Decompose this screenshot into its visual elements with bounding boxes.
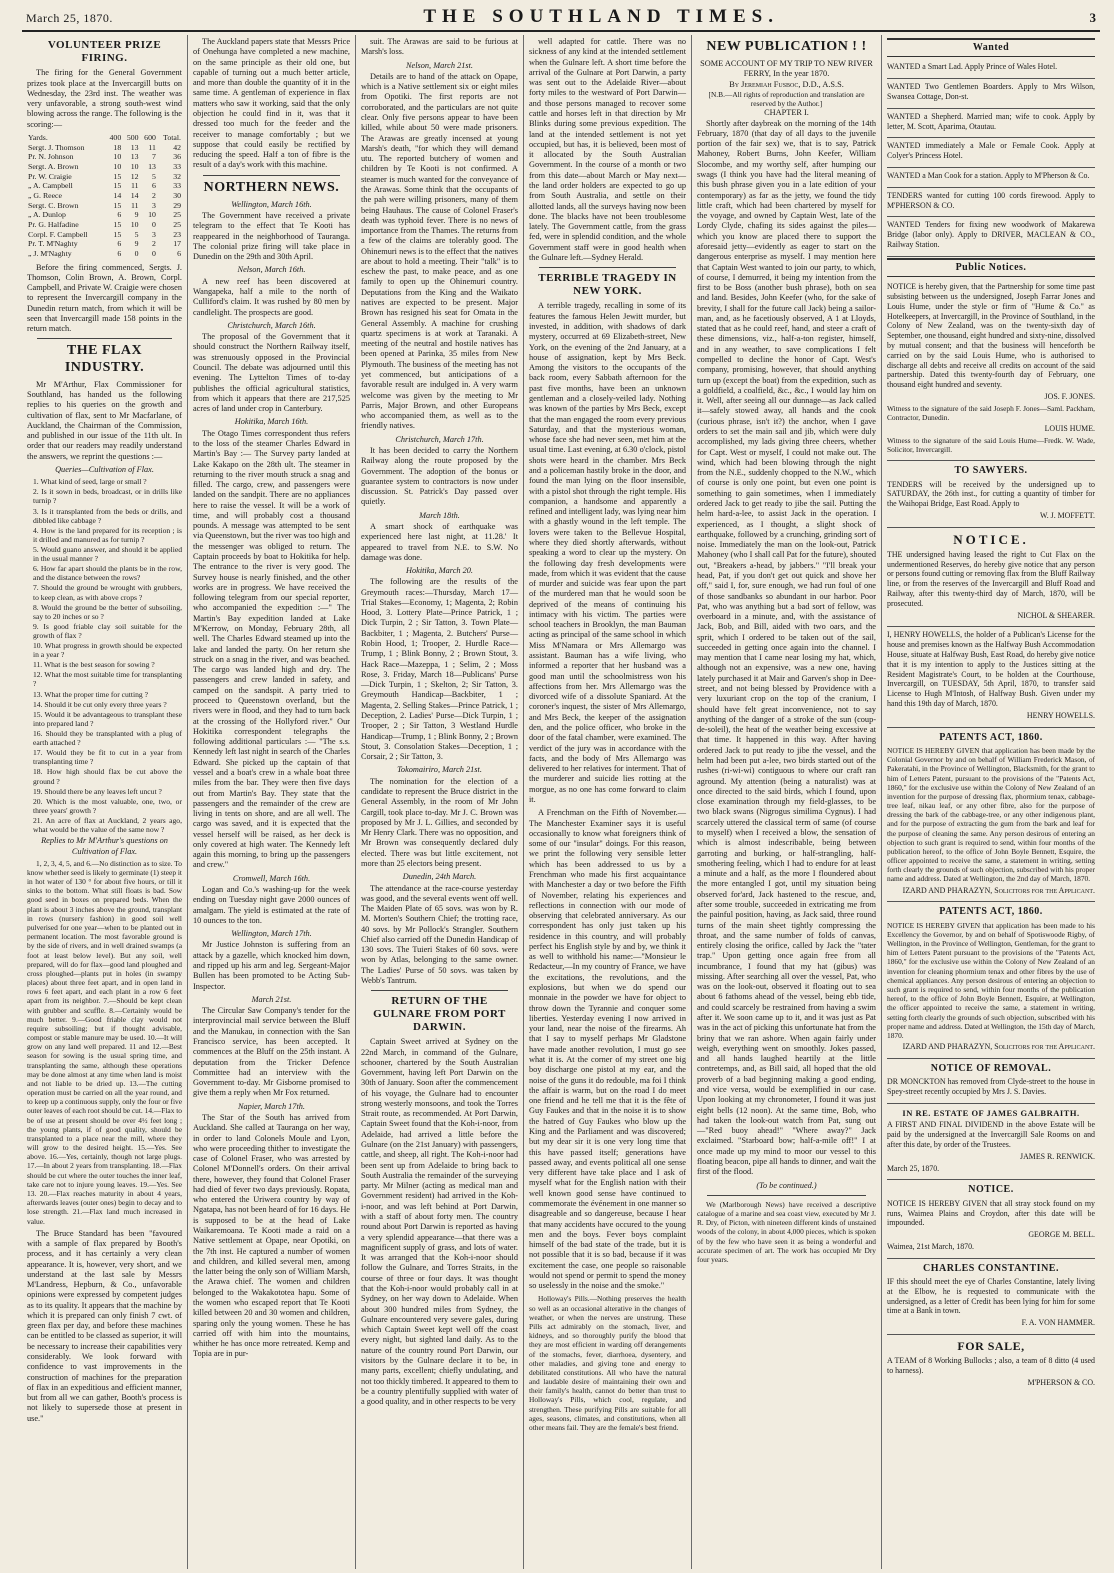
query-item: 19. Should there be any leaves left uncut ? bbox=[33, 786, 162, 796]
publication-heading: NEW PUBLICATION ! ! bbox=[706, 39, 867, 54]
divider bbox=[203, 175, 340, 176]
query-item: 2. Is it sown in beds, broadcast, or in drills like turnip ? bbox=[33, 487, 182, 506]
partnership-signature-2: LOUIS HUME. bbox=[1044, 424, 1095, 434]
divider bbox=[707, 1195, 866, 1196]
score-cell: 13 bbox=[130, 152, 139, 162]
score-header-cell: Yards. bbox=[28, 132, 48, 142]
stray-stock-text: NOTICE IS HEREBY GIVEN that all stray stock found on my runs, Waimea Plains and Croydon, after this date will be impounded. bbox=[887, 1198, 1095, 1228]
score-cell: 6 bbox=[117, 239, 122, 249]
chapter-heading: CHAPTER I. bbox=[764, 108, 809, 118]
score-row bbox=[27, 172, 182, 182]
queries-heading: Queries—Cultivation of Flax. bbox=[55, 464, 154, 474]
stray-stock-date: Waimea, 21st March, 1870. bbox=[887, 1241, 975, 1251]
flax-heading: THE FLAX INDUSTRY. bbox=[64, 343, 145, 375]
query-item: 15. Would it be advantageous to transplant these into prepared land ? bbox=[33, 709, 182, 728]
patents-notice-1 bbox=[887, 728, 1095, 903]
score-row bbox=[27, 152, 182, 162]
bruce-standard-text: The Bruce Standard has been "favoured with a sample of flax prepared by Booth's process, and it has certainly a very clean appearance. It is, however, very short, and we understand at the last sale by Messrs M'Landress, Hepburn, & Co., unfavorable opinions were expressed by competent judges as to its quality. It appears that the machine by which it is prepared can only finish 7 cwt. of green flax per day, and before these machines can be entitled to be classed as superior, it will be necessary to increase their capabilities very considerably. We look forward with confidence to vast improvements in the construction of machines for the preparation of flax in an expeditious and efficient manner, but from all we can gather, Booth's process is not likely to supersede those at present in use." bbox=[27, 1228, 182, 1423]
score-header-cell: Total. bbox=[163, 132, 181, 142]
score-cell: 6 bbox=[117, 248, 122, 258]
score-cell: 3 bbox=[151, 200, 156, 210]
wanted-heading: Wanted bbox=[887, 38, 1095, 57]
flax-notice-text: THE undersigned having leased the right to Cut Flax on the undermentioned Reserves, do hereby give notice that any person or persons found cutting or removing flax from the Bluff Railway line, or from the reserves of the Invercargill and Bluff Road and Railway, after this twenty-third day of March, 1870, will be prosecuted. bbox=[887, 549, 1095, 608]
query-item: 20. Which is the most valuable, one, two, or three years' growth ? bbox=[33, 796, 182, 815]
news-dateline: Nelson, March 21st. bbox=[406, 60, 473, 70]
score-cell: 11 bbox=[131, 181, 139, 191]
score-cell: 15 bbox=[113, 181, 122, 191]
tragedy-heading: TERRIBLE TRAGEDY IN NEW YORK. bbox=[538, 272, 677, 297]
score-row bbox=[27, 230, 182, 240]
score-cell: „ A. Dunlop bbox=[28, 210, 66, 220]
masthead bbox=[22, 6, 1100, 32]
score-cell: 10 bbox=[113, 152, 122, 162]
news-item-text: Mr Justice Johnston is suffering from an attack by a gazelle, which knocked him down, and ripped up his arm and leg. Sergeant-Major Bullen has been promoted to be Acting Sub-Inspector. bbox=[193, 940, 350, 991]
score-cell: 11 bbox=[131, 200, 139, 210]
news-dateline: March 18th. bbox=[419, 510, 460, 520]
wanted-ad-text: WANTED a Smart Lad. Apply Prince of Wales Hotel. bbox=[887, 62, 1058, 72]
news-dateline: Napier, March 17th. bbox=[238, 1101, 305, 1111]
score-cell: 11 bbox=[148, 142, 156, 152]
news-dateline: Dunedin, 24th March. bbox=[402, 872, 477, 882]
flax-intro: Mr M'Arthur, Flax Commissioner for Southland, has handed us the following replies to his queries on the growth and cultivation of flax, sent to Mr Macfarlane, of Auckland, the Chairman of the Commission, and published in our issue of the 11th ult. In order that our readers may readily understand the answers, we reprint the questions :— bbox=[27, 379, 182, 461]
column-5 bbox=[692, 35, 882, 1569]
score-cell: 30 bbox=[173, 190, 181, 200]
publication-subtitle: SOME ACCOUNT OF MY TRIP TO NEW RIVER FERRY, In the year 1870. bbox=[700, 59, 873, 79]
score-cell: 15 bbox=[113, 219, 122, 229]
sawyers-ad bbox=[887, 461, 1095, 528]
query-item: 13. What the proper time for cutting ? bbox=[33, 689, 148, 699]
score-header-cell: 400 bbox=[109, 132, 122, 142]
to-be-continued: (To be continued.) bbox=[756, 1180, 817, 1190]
score-cell: 2 bbox=[151, 190, 156, 200]
query-item: 4. How is the land prepared for its reception ; is it drilled and manured as for turnip ? bbox=[33, 525, 182, 544]
score-cell: Sergt. J. Thomson bbox=[28, 142, 85, 152]
score-row bbox=[27, 162, 182, 172]
query-item: 14. Should it be cut only every three years ? bbox=[33, 699, 167, 709]
score-cell: 23 bbox=[173, 229, 181, 239]
news-item-text: suit. The Arawas are said to be furious at Marsh's loss. bbox=[361, 37, 518, 57]
wanted-ad bbox=[887, 109, 1095, 139]
removal-text: DR MONCKTON has removed from Clyde-street to the house in Spey-street recently occupied by Mrs J. S. Davies. bbox=[887, 1077, 1095, 1096]
wanted-ad-text: TENDERS wanted for cutting 100 cords firewood. Apply to M'PHERSON & CO. bbox=[887, 190, 1095, 210]
notice-heading-2: NOTICE. bbox=[968, 1184, 1014, 1196]
sawyers-signature: W. J. MOFFETT. bbox=[1039, 510, 1095, 520]
news-item-text: A smart shock of earthquake was experienced here last night, at 11.28.' It appeared to travel from N.E. to S.W. No damage was done. bbox=[361, 521, 518, 562]
issue-date: March 25, 1870. bbox=[26, 11, 113, 25]
partnership-witness-2: Witness to the signature of the said Louis Hume—Fredk. W. Wade, Solicitor, Invercargill. bbox=[887, 435, 1095, 455]
news-dateline: Hokitika, March 16th. bbox=[234, 417, 309, 427]
score-cell: 17 bbox=[173, 239, 181, 249]
score-cell: 6 bbox=[151, 181, 156, 191]
news-item-text: The following are the results of the Greymouth races:—Thursday, March 17—Trial Stakes—Economy, 1; Magenta, 2; Robin Hood, 3. Lottery Plate—Prince Patrick, 1 ; Dick Turpin, 2 ; Sir Tatton, 3. Town Plate—Backbiter, 1 ; Magenta, 2. Butchers' Purse—Robin Hood, 1; Trooper, 2. Hurdle Race—Trump, 1 ; Blink Bonny, 2 ; Brown Stout, 3. Hack Race—Mazeppa, 1 ; Selim, 2 ; Moss Rose, 3. Friday, March 18—Publicans' Purse—Dick Turpin, 1 ; Skelton, 2; Sir Tatton, 3. Greymouth Handicap—Backbiter, 1 ; Magenta, 2. Selling Stakes—Prince Patrick, 1 ; Deception, 2. Ladies' Purse—Dick Turpin, 1 ; Trooper, 2 ; Sir Tatton, 3 Westland Hurdle Handicap—Trump, 1 ; Blink Bonny, 2 ; Brown Stout, 3. Consolation Stakes—Deception, 1 ; Corsair, 2 ; Sir Tatton, 3. bbox=[361, 577, 518, 762]
score-cell: 15 bbox=[113, 200, 122, 210]
score-cell: Pr. W. Craigie bbox=[28, 171, 72, 181]
score-cell: „ A. Campbell bbox=[28, 181, 73, 191]
score-cell: 10 bbox=[130, 161, 139, 171]
score-cell: 18 bbox=[113, 142, 122, 152]
score-row bbox=[27, 201, 182, 211]
score-cell: 0 bbox=[151, 219, 156, 229]
news-item-text: It has been decided to carry the Northern Railway along the route proposed by the Government. The adoption of the bonus or guarantee system to contractors is now under discussion. St. Patrick's Day passed over quietly. bbox=[361, 445, 518, 507]
galbraith-text: A FIRST AND FINAL DIVIDEND in the above Estate will be paid by the undersigned at the Invercargill Sale Rooms on and after this date, by order of the Trustees. bbox=[887, 1120, 1095, 1149]
score-cell: 0 bbox=[151, 248, 156, 258]
score-cell: Pr. N. Johnson bbox=[28, 152, 74, 162]
howells-notice bbox=[887, 627, 1095, 727]
score-cell: 29 bbox=[173, 200, 181, 210]
publication-body: Shortly after daybreak on the morning of the 14th February, 1870 (that day of all days to the juvenile portion of the fair sex) we, that is to say, Patrick Mahoney, Robert Burns, John Keefer, William Slocombe, and my worthy self, after humping our swags (I think you have had the literal meaning of this bush phrase given you in a late edition of your contemporary) as far as the jetty, we found the tidy little craft, which had been chartered by myself for the voyage, and owned by Captain West, late of the Lordy Clyde, chafing its sides against the piles—which you know are placed there to support the aforesaid jetty—evidently as eager to start on the dangerous enterprise as myself. I may mention here that Captain West wanted to join our party, to which, of course, I demurred, it being my intention from the first to be Boss (another bush phrase), both on sea and land. Besides, John Keefer (who, for the sake of brevity, I shall for the future call Jack) being a sailor-man, and, as he facetiously observed, A 1 at Lloyds, stated that as he could reef, hand, and steer a craft of these dimensions, viz., half-a-ton register, himself, and in any weather, to save complications I felt compelled to decline the honor of Capt. West's company, promising, however, that should anything turn up (except the boat) from the expedition, such as a goldfield, a coalfield, &c., &c., I would lay him on it. Well, after seeing all our dunnage—as Jack called it—safely stowed away, all hands and the cook (curious phrase, isn't it?) the anchor, when I gave orders to set the main sail and jib, which were duly accomplished, my lads giving three cheers, whether for Capt. West or myself, I could not make out. The wind, which had been blowing through the night from the N.E., suddenly chopped to the N.W., which of course is only one point, but even one point is something to gain sometimes, when I immediately ordered Jack to get ready to jibe the sail. Putting the helm hard-a-lee, to assist Jack in the operation. I experienced, as I thought, a slight shock of earthquake, followed by a crunching, grinding sort of noise. Immediately the man on the look-out, Patrick Mahoney (who I shall call Pat for the future), shouted out, "Breakers a-head, by jabbers." "I'll break your head, Pat, if you don't get out quick and shove her off," said I, for, sure enough, we had run foul of one of those sandbanks so abundant in our harbor. Poor Pat, who was anything but a bad sort of fellow, was overboard in a minute, and, with the assistance of Jack, Bob, and Bill, aided with two oars, and the sprit, which I ordered to be taken out of the sail, succeeded in getting once again into the channel. I may mention that I came near losing my hat, which, although not an expensive, was a new one, having lately purchased it at Mair and Garven's shop in Dee-street, and not being blessed by Providence with a very luxuriant crop on the top of the cranium, I should have felt great inconvenience, not to say anything of the danger of a stroke of the sun (coup-de-soleil), the heat of the weather being excessive at that time. It happened in this way. After having ordered Jack to put ready to jibe the vessel, and the helm had been put a-lee, two birds started out of the rushes (ri-wi-wi) contiguous to where our craft ran aground. My attention (being a naturalist) was at once directed to the said birds, which I found, upon close examination through my field-glasses, to be two black swans (Nigrogus similima Cygnus). I had scarcely uttered the classical term of same (of course to myself) when I received a blow, the sensation of which is almost indescribable, being between garroting and burking, or half-strangling, half-smothering feeling, which I had to endure for at least a minute and a half, as the more I floundered about the more entangled I got, until my situation being observed for'ard, Jack hastened to the rescue, and, after some trouble, succeeded in extricating me from the painful position, having, as Jack said, three round turns of the main sheet tightly compressing the throat, and the same number of folds of canvas, entirely closing the orifice, called by Jack the "tater trap." Upon getting once again free from all incumbrance, I found that my hat (gibus) was missing. After searching all over the vessel, Pat, who was on the look-out, observed it floating out to sea about 6 fathoms ahead of the vessel, being ebb tide, and could scarcely be restrained from having a swim after it. We soon came up to it, and it was just as Pat was in the act of picking this unfortunate hat from the briny that we ran ashore. When again fairly under weigh, everything went on smoothly. Jokes passed, and all hands laughed heartily at the little contretemps, and, as Bill said, all hoped that the old proverb of a bad beginning making a good ending, and vice versa, would be exemplified in our case. Upon looking at my chronometer, I found it was just eight bells (12 noon). At the same time, Bob, who had taken the look-out watch from Pat, sung out—"Red buoy ahead!" "Where away?" Jack exclaimed. "Starboard bow; half-a-mile off!" I at once made up my mind to moor our vessel to this floating beacon, pipe all hands to dinner, and wait the first of the flood. bbox=[697, 118, 876, 1177]
score-cell: 3 bbox=[151, 229, 156, 239]
gulnare-text: Captain Sweet arrived at Sydney on the 22nd March, in command of the Gulnare, schooner, chartered by the South Australian Government, having left Port Darwin on the 30th of January. Soon after the commencement of his voyage, the Gulnare had to encounter strong westerly monsoons, and took the Torres Strait route, as recommended. At Port Darwin, Captain Sweet found that the Koh-i-noor, from Adelaide, had arrived a little before the Gulnare (on the 21st January) with passengers, cattle, and sheep, all right. The Koh-i-noor had been sent up from Adelaide to bring back to South Australia the remainder of the surveying party. Mr Milner (acting as medical man and Government resident) had arrived in the Koh-i-noor, and was left behind at Port Darwin, with a staff of about forty men. The country round about Port Darwin is reported as having a very splendid appearance—that there was a magnificent supply of grass, and lots of water. It was arranged that the Koh-i-noor should follow the Gulnare, and Torres Straits, in the course of three or four days. It was thought that the Koh-i-noor would probably call in at Sydney, on her way down to Adelaide. When about 300 hundred miles from Sydney, the Gulnare encountered very severe gales, during which Captain Sweet kept well off the coast every night, but sighted land daily. As to the nature of the country round Port Darwin, our visitors by the Gulnare declare it to be, in many parts, excellent; chiefly undulating, and not too thickly timbered. It appeared to them to be a country plentifully supplied with water of a good quality, and in other respects to be very bbox=[361, 1037, 518, 1407]
column-6-advertisements bbox=[882, 35, 1100, 1569]
query-item: 3. Is it transplanted from the beds or drills, and dibbled like cabbage ? bbox=[33, 506, 182, 525]
score-cell: 36 bbox=[173, 152, 181, 162]
score-cell: 5 bbox=[134, 229, 139, 239]
wanted-ad-text: WANTED immediately a Male or Female Cook. Apply at Colyer's Princess Hotel. bbox=[887, 141, 1095, 161]
news-dateline: March 21st. bbox=[251, 994, 292, 1004]
score-cell: 9 bbox=[134, 239, 139, 249]
score-cell: 12 bbox=[130, 171, 139, 181]
query-item: 9. Is good friable clay soil suitable for the growth of flax ? bbox=[33, 621, 182, 640]
publication-rights: [N.B.—All rights of reproduction and translation are reserved by the Author.] bbox=[708, 89, 865, 109]
northern-news-heading: NORTHERN NEWS. bbox=[203, 179, 340, 195]
replies-text: 1, 2, 3, 4, 5, and 6.—No distinction as to size. To know whether seed is likely to germinate (1) steep it in hot water of 130 ° for about five hours, or till it sinks to the bottom. What still floats is bad. Sow good seed in boxes on prepared beds. When the plant is about 3 inches above the ground, transplant in rows (nursery fashion) in good soil well pulverised for one year—when to be planted out in permanent location. The most favorable ground is by the side of rivers, and in well drained swamps (a foot at least below level). But any soil, well prepared, will do for flax—good land ploughed and cross ploughed—plants put in holes (in swampy places) about three feet apart, and in open land in rows 6 feet apart, and each plant in a row 6 feet apart from its neighbor. 7.—Should be kept clean with grubber and scuffle. 8.—Certainly would be much better. 9.—Good friable clay would not require subsoiling; but if thought advisable, compost or stable manure may be used. 10.—It will grow on any land well prepared. 11 and 12.—Best season for sowing is the usual spring time, and transplanting the same, although these operations may be done almost at any time when land is moist and not liable to be dried up. 13.—The cutting operation must be carried on all the year round, and to keep up a continuous supply, only the four or five outer leaves of each root should be cut. 14.—Flax to be of use at present should be over 4½ feet long ; the young plants, if of good quality, should be transplanted to a place near the mill, where they will grow to the desired height. 15.—Yes. See above. 16.—Yes, certainly, though not large plugs. 17.—In about 2 years from transplanting. 18.—Flax should be cut where the outer touches the inner leaf, take care not to injure young leaves. 19.—Yes. See 13. 20.—Flax reaches maturity in about 4 years, afterwards leaves (outer ones) begin to decay and to lose strength. 21.—Flax land much increased in value. bbox=[27, 858, 182, 1226]
score-cell: 15 bbox=[113, 171, 122, 181]
score-row bbox=[27, 181, 182, 191]
volunteer-after: Before the firing commenced, Sergts. J. Thomson, Colin Brown, A. Brown, Corpl. Campbell, and Private W. Craigie were chosen to represent the Invercargill company in the Dunedin return match, from which it will be seen that Invercargill made 158 points in the return match. bbox=[27, 262, 182, 334]
score-row bbox=[27, 220, 182, 230]
wanted-ad-text: WANTED a Shepherd. Married man; wife to cook. Apply by letter, M. Scott, Aparima, Otautau. bbox=[887, 111, 1095, 131]
constantine-text: IF this should meet the eye of Charles Constantine, lately living at the Elbow, he is requested to communicate with the undersigned, as a letter of Credit has been lying for him for some time at a Bank in town. bbox=[887, 1277, 1095, 1316]
for-sale-heading: FOR SALE, bbox=[957, 1339, 1025, 1354]
wanted-list bbox=[887, 59, 1095, 256]
news-item-text: The nomination for the election of a candidate to represent the Bruce district in the General Assembly, in the room of Mr John Cargill, took place to-day. Mr J. C. Brown was proposed by Mr J. L. Gillies, and seconded by Mr Henry Clark. There was no opposition, and Mr Brown was consequently declared duly elected. There was but little excitement, not more than 25 electors being present. bbox=[361, 776, 518, 868]
score-cell: 6 bbox=[177, 248, 181, 258]
news-item-text: Logan and Co.'s washing-up for the week ending on Tuesday night gave 2000 ounces of amalgam. The yield is estimated at the rate of 10 ounces to the ton. bbox=[193, 885, 350, 925]
flax-notice bbox=[887, 528, 1095, 628]
news-item-text: The Government have received a private telegram to the effect that Te Kooti has reappeared in the neighborhood of Tauranga. The colonial prize firing will take place in Dunedin on the 29th and 30th April. bbox=[193, 211, 350, 262]
score-row bbox=[27, 143, 182, 153]
partnership-notice bbox=[887, 279, 1095, 461]
score-row bbox=[27, 210, 182, 220]
score-cell: Sergt. C. Brown bbox=[28, 200, 79, 210]
score-cell: 10 bbox=[130, 219, 139, 229]
score-cell: 13 bbox=[130, 142, 139, 152]
constantine-notice bbox=[887, 1259, 1095, 1335]
sawyers-heading: TO SAWYERS. bbox=[954, 465, 1028, 477]
score-cell: 2 bbox=[151, 239, 156, 249]
patents-heading-2: PATENTS ACT, 1860. bbox=[939, 906, 1043, 918]
auckland-text: The Auckland papers state that Messrs Price of Onehunga have completed a new machine, on the same principle as their old one, but capable of turning out a much better article, and more than double the quantity of it in the same time. A gentleman of experience in flax matters who saw it working, said that the only objection he could find in it, was that it dressed too much for the feeder and the receiver to manage comfortably ; but we suppose that could easily be rectified by reducing the speed. Half a ton of fibre is the result of a day's work with this machine. bbox=[193, 37, 350, 170]
stray-stock-signature: GEORGE M. BELL. bbox=[1028, 1230, 1095, 1240]
patents-signature-2: IZARD AND PHARAZYN, Solicitors for the Applicant. bbox=[902, 1042, 1095, 1052]
for-sale-text: A TEAM of 8 Working Bullocks ; also, a team of 8 ditto (4 used to harness). bbox=[887, 1355, 1095, 1375]
score-body bbox=[27, 143, 182, 259]
score-row bbox=[27, 249, 182, 259]
news-dateline: Nelson, March 16th. bbox=[237, 265, 306, 275]
holloway-text: Holloway's Pills.—Nothing preserves the health so well as an occasional alterative in the changes of weather, or when the nerves are unstrung. These Pills act admirably on the stomach, liver, and kidneys, and so thoroughly purify the blood that they are most efficient in warding off derangements of the stomachs, fever, diarrhoea, dysentery, and other maladies, and giving tone and energy to debilitated constitutions. All who have the natural and laudable desire of maintaining their own and their family's health, cannot do better than trust to Holloway's Pills, which cool, regulate, and strengthen. These purifying Pills are suitable for all ages, seasons, climates, and constitutions, when all other means fail. They are the female's best friend. bbox=[529, 1294, 686, 1432]
score-cell: 33 bbox=[173, 181, 181, 191]
score-cell: 14 bbox=[113, 190, 122, 200]
query-item: 18. How high should flax be cut above the ground ? bbox=[33, 767, 182, 786]
query-item: 11. What is the best season for sowing ? bbox=[33, 660, 155, 670]
query-item: 10. What progress in growth should be expected in a year ? bbox=[33, 641, 182, 660]
patents-heading-1: PATENTS ACT, 1860. bbox=[939, 731, 1043, 743]
partnership-signature-1: JOS. F. JONES. bbox=[1044, 391, 1095, 401]
patents-notice-2 bbox=[887, 902, 1095, 1058]
score-cell: Pr. T. M'Naghty bbox=[28, 239, 78, 249]
frenchman-text: A Frenchman on the Fifth of November.—The Manchester Examiner says it is useful occasionally to know what foreigners think of some of our "insular" doings. For this reason, we print the following very sensible letter which has been addressed to us by a Frenchman who made his first acquaintance with Manchester a day or two before the Fifth of November, relating his experiences and reflections in connection with our mode of observing that celebrated anniversary. As our correspondent has only just taken up his residence in this country, and will probably perfect his English style by and by, we think it as well to withhold his name:—"Monsieur le Redacteur,—In my country of France, we have the excitations, the revolutions, and the explosions, but when we do spend our monnaie in the powder we have for object to throw down the Tyrannie and conquer some liberties. Yesterday evening I now arrived in your land, near the noise of the firearms. Ah that I say to myself perhaps Mr Gladstone have made another revolution, I must go see what it is. At the corner of my street one big boy discharge one pistol at my ear, and the noise of the guns it do redouble, ma foi I think the affair is warm, but on the road I do meet one friend and he tell me that it is the fête of Guy Faukes and that in the noise it is to show the hatred of Guy Faukes who blow up the King and the Parliament and was discovered; but my dear sir it is one very long time that this have passed itself; generations have passed away, and events political all one sense very different have take place and I ask of myself what for the English nation with their well known good sense have continued to commemorate the événement in one manner so disagreable and so dangereuse, because I hear that many accidents have occured to the young men and the boys. Fever boys complaint himself of the bad state of the trade, but it is not possible that it is so bad, because if it was excitement the case, one people so raisonable would not spend or permit to spend the money so uselessly in the noise and the smoke." bbox=[529, 808, 686, 1291]
howells-signature: HENRY HOWELLS. bbox=[1026, 710, 1095, 720]
score-cell: 0 bbox=[134, 248, 139, 258]
score-cell: 6 bbox=[117, 210, 122, 220]
partnership-witness-1: Witness to the signature of the said Joseph F. Jones—Saml. Packham, Contractor, Dunedin. bbox=[887, 403, 1095, 422]
gulnare-continued: well adapted for cattle. There was no sickness of any kind at the intended settlement when the Gulnare left. A short time before the arrival of the Gulnare at Port Darwin, a party was sent out to the Adelaide River—about forty miles to the westward of Port Darwin—and those persons managed to recover some cattle and horses left in that direction by Mr Blinks during some previous expedition. The land at the intended settlement is not yet occupied, but has, it is believed, been most of it allocated by the South Australian Government. In the course of a month or two from this date—about March or May next—the land order holders are expected to go up from South Australia, and settle on their allotted lands, all the surveys having now been done. The blacks have not been troublesome lately. The Government cattle, from the grass fed, were in splendid condition, and the whole Government staff were in good health when the Gulnare left.—Sydney Herald. bbox=[529, 37, 686, 262]
query-item: 6. How far apart should the plants be in the row, and the distance between the rows? bbox=[33, 564, 182, 583]
howells-text: I, HENRY HOWELLS, the holder of a Publican's License for the house and premises known as the Halfway Bush Accommodation House, situate at Halfway Bush, East Road, do hereby give notice that it is my intention to apply to the Justices sitting at the Resident Magistrate's Court, to be holden at the Courthouse, Invercargill, on TUESDAY, 5th April, 1870, to transfer said License to Hugh M'Intosh, of Halfway Bush. Given under my hand this 19th day of March, 1870. bbox=[887, 630, 1095, 709]
northern-news-items bbox=[193, 200, 350, 1360]
for-sale-notice bbox=[887, 1335, 1095, 1393]
query-item: 21. An acre of flax at Auckland, 2 years ago, what would be the value of the same now ? bbox=[33, 816, 182, 835]
query-item: 5. Would guano answer, and should it be applied in the usual manner ? bbox=[33, 544, 182, 564]
news-dateline: Tokomairiro, March 21st. bbox=[397, 765, 482, 775]
query-item: 16. Should they be transplanted with a plug of earth attached ? bbox=[33, 729, 182, 748]
query-item: 17. Would they be fit to cut in a year from transplanting time ? bbox=[33, 748, 182, 767]
divider bbox=[37, 338, 172, 339]
news-item-text: The Circular Saw Company's tender for the interprovincial mail service between the Bluff and the Manukau, in connection with the San Francisco service, has been accepted. It commences at the Bluff on the 25th instant. A deputation from the Tricker Defence Committee had an interview with the Government to-day. Mr Gisborne promised to give them a reply when Mr Fox returned. bbox=[193, 1006, 350, 1098]
wanted-ad bbox=[887, 188, 1095, 218]
gulnare-heading: RETURN OF THE GULNARE FROM PORT DARWIN. bbox=[373, 995, 506, 1033]
column-4 bbox=[524, 35, 692, 1569]
publication-author: By Jeremiah Fusboc, D.D., A.S.S. bbox=[729, 79, 844, 89]
score-cell: 7 bbox=[151, 152, 156, 162]
news-dateline: Christchurch, March 17th. bbox=[395, 434, 484, 444]
score-row bbox=[27, 239, 182, 249]
news-dateline: Wellington, March 16th. bbox=[231, 199, 312, 209]
score-cell: „ G. Reece bbox=[28, 190, 62, 200]
score-table bbox=[27, 133, 182, 259]
galbraith-heading: IN RE. ESTATE OF JAMES GALBRAITH. bbox=[902, 1107, 1080, 1118]
wanted-ad-text: WANTED Two Gentlemen Boarders. Apply to Mrs Wilson, Swansea Cottage, Don-st. bbox=[887, 82, 1095, 101]
columns bbox=[22, 35, 1100, 1569]
score-cell: 5 bbox=[151, 171, 156, 181]
constantine-signature: F. A. VON HAMMER. bbox=[1021, 1318, 1095, 1328]
marlborough-text: We (Marlborough News) have received a descriptive catalogue of a marine and sea coast view, executed by Mr J. R. Dry, of Picton, with nineteen different kinds of unstained woods of the colony, in about 4,000 pieces, which is spoken of by the few who have seen it as being a wonderful and accurate specimen of art. The work has occupied Mr Dry four years. bbox=[697, 1199, 876, 1264]
divider bbox=[539, 267, 676, 268]
news-dateline: Wellington, March 17th. bbox=[231, 929, 312, 939]
news-item-text: The Star of the South has arrived from Auckland. She called at Tauranga on her way, in order to land Colonels Moule and Lyon, who were proceeding thither to investigate the case of Colonel Fraser, who was arrested by Colonel M'Donnell's orders. On their arrival there, however, they found that Colonel Fraser had died of fever two days previously. Ropata, who entered the Uriwera country by way of Ngatapa, has not been heard of for 16 days. He is supposed to be at the head of Lake Waikaremoana. Te Kooti made a raid on a Native settlement at Opape, near Opotiki, on the 7th inst. He captured a number of women and children, and killed several men, among the latter being the only son of William Marsh, the Arawa chief. The women and children belonged to the Wakakototea hapu. Some of the women who escaped report that Te Kooti killed between 20 and 30 women and children, sparing only the young women. These he has carried off with him into the mountains, whither he has once more retreated. Kemp and Topia are in pur- bbox=[193, 1112, 350, 1359]
score-cell: 32 bbox=[173, 171, 181, 181]
query-item: 1. What kind of seed, large or small ? bbox=[33, 477, 147, 487]
news-item-text: The Otago Times correspondent thus refers to the loss of the steamer Charles Edward in Martin's Bay :— The Survey party landed at Lake Kakapo on the 28th ult. The steamer in returning to the river mouth struck a snag and filled. The cargo, crew, and passengers were landed on the sandpit. There are no appliances here to raise the vessel. It will be a work of time, and will probably cost a thousand pounds. A message was attempted to be sent via Queenstown, but the river was too high and the messenger was obliged to return. The Captain proceeds by boat to Hokitika for help. The entrance to the river is very good. The Survey house is nearly finished, and the other works are in progress. We have received the following telegram from our special reporter, who accompanied the expedition :—" The Martin's Bay expedition landed at Lake M'Kerrow, on Monday, February 28th, all well. The Charles Edward steamed up into the lake and landed the party. On her return she struck on a snag in the river, and was beached. The cargo was landed high and dry. The passengers and crew landed in safety, and camped on the sandspit. A party tried to proceed to Queenstown overland, but the rivers were in flood, and they had to turn back at the crossing of the Hollyford river." Our Hokitika correspondent telegraphs the following additional particulars :— "The s.s. Kennedy left last night in search of the Charles Edward. She picked up the captain of that vessel and a boat's crew in a whale boat three miles from the bar. They were then five days out from Martin's Bay. They state that the passengers and the remainder of the crew are living in tents on shore, and are all well. The cargo was saved, and it is expected that the vessel herself will be raised, as her deck is only covered at high water. The Kennedy left again this morning, to bring up the passengers and crew." bbox=[193, 428, 350, 870]
score-cell: 13 bbox=[148, 161, 156, 171]
for-sale-signature: M'PHERSON & CO. bbox=[1027, 1377, 1095, 1387]
public-notices-heading: Public Notices. bbox=[887, 258, 1095, 277]
score-cell: 25 bbox=[173, 219, 181, 229]
flax-notice-signature: NICHOL & SHEARER. bbox=[1017, 610, 1095, 620]
wanted-ad bbox=[887, 168, 1095, 188]
removal-heading: NOTICE OF REMOVAL. bbox=[930, 1062, 1052, 1074]
patents-signature-1: IZARD AND PHARAZYN, Solicitors for the Applicant. bbox=[902, 885, 1095, 895]
query-item: 7. Should the ground be wrought with grubbers, to keep clean, as with above crops ? bbox=[33, 583, 182, 602]
news-item-text: The attendance at the race-course yesterday was good, and the several events went off well. The Maiden Plate of 65 sovs. was won by R. M. Morten's Southern Chief; the trotting race, 40 sovs. by Mr Pollock's Strangler. Southern Chief also carried off the Dunedin Handicap of 130 sovs. The Tuieri Stakes of 60 sovs. were won by Atlas, belonging to the same owner. The Ladies' Purse of 50 sovs. was taken by Webb's Tantrum. bbox=[361, 883, 518, 986]
query-item: 8. Would the ground be the better of subsoiling, say to 20 inches or so ? bbox=[33, 602, 182, 621]
column-3 bbox=[356, 35, 524, 1569]
column-2 bbox=[188, 35, 356, 1569]
news-dateline: Christchurch, March 16th. bbox=[227, 320, 316, 330]
news-dateline: Hokitika, March 20. bbox=[406, 566, 473, 576]
replies-heading: Replies to Mr M'Arthur's questions on Cultivation of Flax. bbox=[41, 836, 168, 856]
galbraith-date: March 25, 1870. bbox=[887, 1163, 940, 1173]
divider bbox=[371, 990, 508, 991]
score-row bbox=[27, 191, 182, 201]
score-cell: 10 bbox=[113, 161, 122, 171]
score-header-cell: 500 bbox=[126, 132, 139, 142]
constantine-heading: CHARLES CONSTANTINE. bbox=[923, 1262, 1059, 1274]
score-cell: 33 bbox=[173, 161, 181, 171]
score-header-row bbox=[27, 133, 182, 143]
news-item-text: A new reef has been discovered at Wangapeka, half a mile to the north of Culliford's claim. It was rushed by 80 men by candlelight. The prospects are good. bbox=[193, 276, 350, 317]
wanted-ad bbox=[887, 59, 1095, 79]
removal-notice bbox=[887, 1059, 1095, 1104]
score-cell: Pr. G. Halfadine bbox=[28, 219, 79, 229]
score-cell: 9 bbox=[134, 210, 139, 220]
page-number: 3 bbox=[1089, 10, 1096, 25]
volunteer-heading: VOLUNTEER PRIZE FIRING. bbox=[47, 39, 162, 64]
wanted-ad-text: WANTED Tenders for fixing new woodwork of Makarewa Bridge (labor only). Apply to DRIVER, MACLEAN & CO., Railway Station. bbox=[887, 220, 1095, 249]
galbraith-signature: JAMES R. RENWICK. bbox=[1020, 1151, 1095, 1161]
wanted-ad bbox=[887, 138, 1095, 168]
queries-list bbox=[27, 477, 182, 834]
score-cell: 42 bbox=[173, 142, 181, 152]
tragedy-text: A terrible tragedy, recalling in some of its features the famous Helen Jewitt murder, but invested, in addition, with shadows of dark mystery, occurred at 69 Elizabeth-street, New York, on the evening of the 2nd January, at a house of assignation, kept by Mrs Beck. Among the visitors to the occupants of the back room, every Sabbath afternoon for the past five months, have been an unknown gentleman and a closely-veiled lady. Nothing was known of the parties by Mrs Beck, except that the man engaged the room every previous Saturday, and that the mysterious woman, whose face she had never seen, met him at the usual time. Last evening, at 6.30 o'clock, pistol shots were heard in the chamber. Mrs Beck and a policeman hastily broke in the door, and found the man lying on the floor insensible, with a pistol shot through the right temple. His companion, a handsome and apparently a refined and intelligent lady, was lying near him with a ghastly wound in the left temple. The lovers were taken to the Bellevue Hospital, where they died shortly afterwards, without speaking a word to clear up the mystery. On the following day fresh developments were made, from which it was evident that the cause of murder and suicide was fear upon the part of the murdered man that he would soon be deprived of the means of continuing his intimacy with his victim. The parties were school teachers in Brooklyn, the man Bauman acting as principal of the same school in which Miss M'Namara or Mrs Allemargo was assistant. Bauman has a wife living, who informed a reporter that her husband was a good man until the schoolmistress won his affections from her. Mrs Allemargo was the divorced wife of a dissolute Spaniard. At the coroner's inquest, the sister of Mrs Allemargo, and Mrs Beck, the keeper of the assignation den, and the police officer, who broke in the door of the fatal chamber, were examined. The verdict of the jury was in accordance with the facts, and the body of Mrs Allemargo was delivered to her relatives for interment. That of the murderer and suicide lies rotting at the morgue, as no one has come forward to claim it. bbox=[529, 301, 686, 804]
score-cell: 25 bbox=[173, 210, 181, 220]
volunteer-text: The firing for the General Government prizes took place at the Invercargill butts on Wednesday, the 23rd inst. The weather was very unfavorable, a strong south-west wind blowing across the range. The following is the scoring:— bbox=[27, 68, 182, 129]
wanted-ad bbox=[887, 217, 1095, 256]
score-cell: „ J. M'Naghty bbox=[28, 248, 72, 258]
score-cell: 10 bbox=[148, 210, 156, 220]
wanted-ad bbox=[887, 79, 1095, 109]
partnership-text: NOTICE is hereby given, that the Partnership for some time past subsisting between us the undersigned, Joseph Farrar Jones and Louis Hume, under the style or firm of "Hume & Co." as Hotelkeepers, at Invercargill, in the Province of Southland, in the Colony of New Zealand, was on the twenty-sixth day of September, one thousand, eight hundred and sixty-nine, dissolved by mutual consent; and that the business will henceforth be carried on by the said Louis Hume, who is authorised to discharge all debts and receive all credits on account of the said partnership. Dated this twenty-fourth day of February, one thousand eight hundred and seventy. bbox=[887, 282, 1095, 390]
telegram-items bbox=[361, 37, 518, 986]
score-cell: 14 bbox=[130, 190, 139, 200]
score-cell: 15 bbox=[113, 229, 122, 239]
news-item-text: Details are to hand of the attack on Opape, which is a Native settlement six or eight miles from Opotiki. The first reports are not corroborated, and the particulars are not quite clear. Only five persons appear to have been killed, while about 50 were made prisoners. The Arawas are greatly incensed at young Marsh's death, "for which they will demand utu. The reported butchery of women and children by Te Kooti is not confirmed. A steamer is much wanted for the conveyance of the Arawas. Some think that the occupants of the pah were willing prisoners, many of them being Hauhaus. The cause of Colonel Fraser's death was typhoid fever. There is no news of importance from the Thames. The returns from a few of the claims are tolerably good. The Ohinemuri news is to the effect that the natives are about to hold a meeting. Their "talk" is to eschew the past, to make peace, and as one family to open up the Ohinemuri country. Deputations from the King and the Waikato natives are expected to be present. Major Brown has resigned his seat for Omata in the General Assembly. A machine for crushing quartz specimens is at work at Taranaki. A meeting of the neutral and hostile natives has been opened at Parinka, 35 miles from New Plymouth. The business of the meeting has not yet commenced, but anticipations of a favorable result are indulged in. A very warm welcome was given by the meeting to Mr Parris, Major Brown, and other Europeans who accompanied them, as well as to the friendly natives. bbox=[361, 71, 518, 431]
patents-text-1: NOTICE IS HEREBY GIVEN that application has been made by the Colonial Governor by and on behalf of William Frederick Mason, of Pakeratahi, in the Province of Wellington, Blacksmith, for the grant to him of Letters Patent, pursuant to the provisions of the "Patents Act, 1860," for the exclusive use within the Colony of New Zealand of an invention for the purpose of dressing flax, phormium tenax, cabbage-tree leaf, nikau leaf, or any other fibre, also for the purpose of dressing the bark of the cabbage-tree, or any other indigenous plant, and for the purpose of extracting the gum from the bark and leaf for the purpose of cleaning the same. Any person desirous of entering an objection to such grant is required to send, within four months of the publication hereof, to the office of John Boyle Bennett, Esquire, the officer appointed to receive the same, a statement in writing, setting forth clearly the grounds of such objection, subscribed with his proper name and address. Dated at Wellington, the 2nd day of March, 1870. bbox=[887, 746, 1095, 884]
galbraith-notice bbox=[887, 1104, 1095, 1181]
query-item: 12. What the most suitable time for transplanting ? bbox=[33, 670, 182, 689]
score-header-cell: 600 bbox=[144, 132, 156, 142]
news-dateline: Cromwell, March 16th. bbox=[232, 873, 311, 883]
score-cell: Sergt. A. Brown bbox=[28, 161, 79, 171]
notice-heading: NOTICE. bbox=[953, 531, 1029, 547]
news-item-text: The proposal of the Government that it should construct the Northern Railway itself, was strenuously opposed in the Provincial Council. The debate was adjourned until this evening. The Lyttelton Times of to-day publishes the official agricultural statistics, from which it appears that there are 217,525 acres of land under crop in Canterbury. bbox=[193, 332, 350, 414]
newspaper-title: THE SOUTHLAND TIMES. bbox=[423, 6, 779, 27]
column-1 bbox=[22, 35, 188, 1569]
sawyers-text: TENDERS will be received by the undersigned up to SATURDAY, the 26th inst., for cutting a quantity of timber for the Waihopai Bridge, East Road. Apply to bbox=[887, 479, 1095, 509]
stray-stock-notice bbox=[887, 1180, 1095, 1258]
wanted-ad-text: WANTED a Man Cook for a station. Apply to M'Pherson & Co. bbox=[887, 170, 1090, 180]
score-cell: Corpl. F. Campbell bbox=[28, 229, 88, 239]
patents-text-2: NOTICE IS HEREBY GIVEN that application has been made to his Excellency the Governor, by and on behalf of Spotiswoode Rigby, of Wellington, in the Province of Wellington, Gentleman, for the grant to him of Letters Patent pursuant to the provisions of the "Patents Act, 1860," for the exclusive use within the Colony of New Zealand of an invention for cleaning phormium tenax and other fibres by the use of chemical appliances. Any person desirous of entering an objection to such grant is required to send, within four months of the publication hereof, to the office of John Boyle Bennett, Esquire, at Wellington, the officer appointed to receive the same, a statement in writing, setting forth clearly the grounds of such objection, subscribed with his proper name and address. Dated at Wellington, the 15th day of March, 1870. bbox=[887, 920, 1095, 1040]
